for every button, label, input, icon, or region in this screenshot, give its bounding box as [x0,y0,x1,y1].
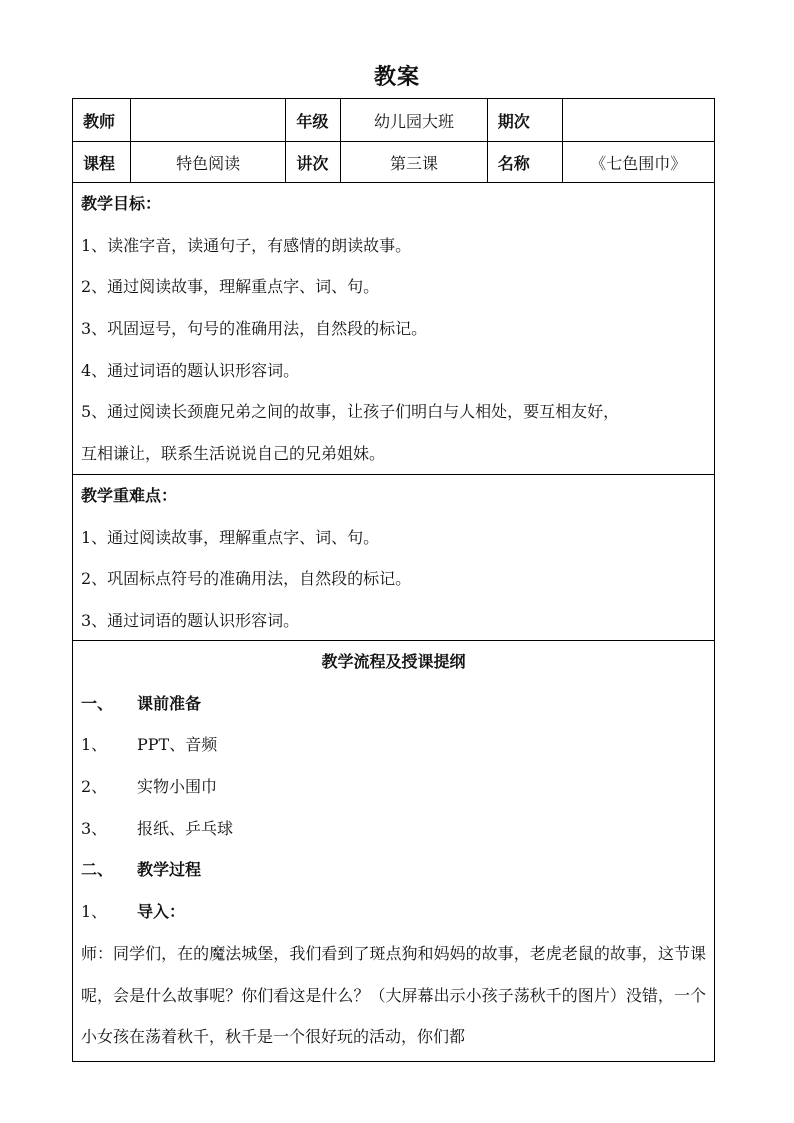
term-value [563,99,715,141]
part2-heading [81,849,706,891]
lecture-label: 讲次 [286,142,341,182]
intro-paragraph: 师：同学们，在的魔法城堡，我们看到了斑点狗和妈妈的故事，老虎老鼠的故事，这节课呢，会是什么故事呢？你们看这是什么？（大屏幕出示小孩子荡秋千的图片）没错，一个小女孩在荡着秋千，秋千是一个很好玩的活动，你们都 [81,943,706,1047]
process-section [73,641,714,1061]
term-label: 期次 [488,99,563,141]
part1-heading [81,683,706,725]
objective-item: 2、通过阅读故事，理解重点字、词、句。 [81,277,380,297]
key-point-item: 2、巩固标点符号的准确用法，自然段的标记。 [81,569,412,589]
prep-item-text: 实物小围巾 [137,777,218,797]
lesson-plan-table [72,98,715,1062]
part2-title: 教学过程 [137,860,202,880]
prep-item-text: 报纸、乒乓球 [137,818,234,838]
teacher-value [131,99,286,141]
key-points-section [73,475,714,641]
header-row-1 [73,99,714,142]
part1-number: 一、 [81,693,114,713]
header-row-2 [73,142,714,183]
key-points-heading: 教学重难点： [81,486,178,505]
prep-item [81,724,706,766]
page-title: 教案 [373,65,420,90]
part1-title: 课前准备 [137,693,202,713]
grade-label: 年级 [286,99,341,141]
prep-item [81,766,706,808]
key-point-item: 1、通过阅读故事，理解重点字、词、句。 [81,527,380,547]
step1-number: 1、 [81,902,108,922]
prep-item-number: 2、 [81,777,108,797]
grade-value: 幼儿园大班 [341,99,488,141]
lecture-value: 第三课 [341,142,488,182]
objectives-heading: 教学目标： [81,194,162,213]
teacher-label: 教师 [73,99,131,141]
name-value: 《七色围巾》 [590,153,687,173]
prep-item-number: 3、 [81,818,108,838]
course-label: 课程 [73,142,131,182]
objective-item: 互相谦让，联系生活说说自己的兄弟姐妹。 [81,444,386,464]
prep-item-text: PPT、音频 [137,735,218,755]
objective-item: 3、巩固逗号，句号的准确用法，自然段的标记。 [81,319,428,339]
step1-title: 导入： [137,902,186,922]
part2-number: 二、 [81,860,114,880]
objectives-section [73,183,714,475]
name-label: 名称 [488,142,563,182]
objective-item: 5、通过阅读长颈鹿兄弟之间的故事，让孩子们明白与人相处，要互相友好， [81,402,620,422]
key-point-item: 3、通过词语的题认识形容词。 [81,611,300,631]
objective-item: 4、通过词语的题认识形容词。 [81,360,300,380]
objective-item: 1、读准字音，读通句子，有感情的朗读故事。 [81,235,412,255]
prep-item [81,808,706,850]
process-heading: 教学流程及授课提纲 [321,652,466,671]
step1-heading [81,891,706,933]
prep-item-number: 1、 [81,735,108,755]
course-value: 特色阅读 [131,142,286,182]
